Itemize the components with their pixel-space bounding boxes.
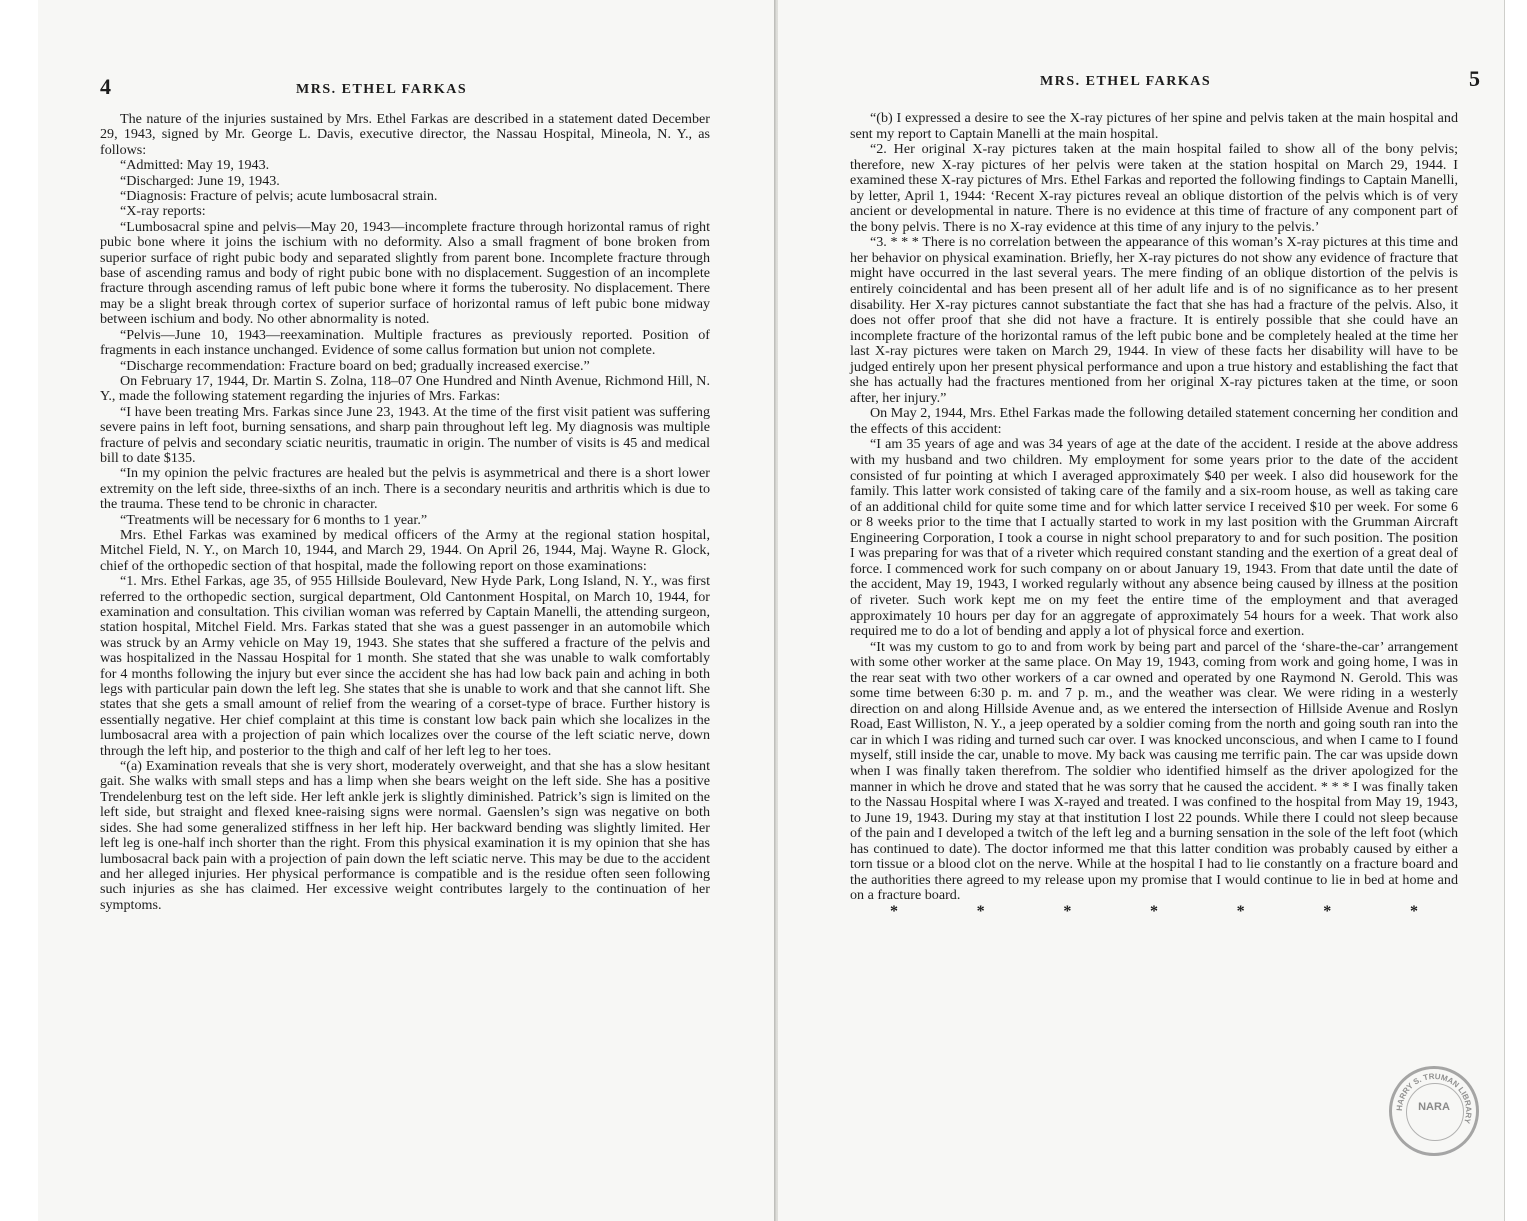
paragraph: “Diagnosis: Fracture of pelvis; acute lumbosacral strain. xyxy=(120,188,438,205)
paragraph: Mrs. Ethel Farkas was examined by medical officers of the Army at the regional station hospital, Mitchel Field, N. Y., on March 10, 1944, and March 29, 1944. On April 26, 1944, Maj. Wayne R. Glock, chief of the orthopedic section of that hospital, made the following report on those examinations: xyxy=(100,526,710,574)
paragraph: “Lumbosacral spine and pelvis—May 20, 1943—incomplete fracture through horizontal ramus of right pubic bone where it joins the ischium with no deformity. Also a small fragment of bone broken from superior surface of right pubic body and separated slightly from parent bone. Incomplete fracture through base of ascending ramus and body of right pubic bone with no displacement. Suggestion of an incomplete fracture through ascending ramus of left pubic bone where it forms the tuberosity. No displacement. There may be a slight break through cortex of superior surface of horizontal ramus of left pubic bone midway between ischium and body. No other abnormality is noted. xyxy=(100,218,710,328)
running-head: MRS. ETHEL FARKAS xyxy=(1040,74,1212,89)
paragraph: On May 2, 1944, Mrs. Ethel Farkas made the following detailed statement concerning her condition and the effects of this accident: xyxy=(850,405,1458,437)
paragraph: “1. Mrs. Ethel Farkas, age 35, of 955 Hillside Boulevard, New Hyde Park, Long Island, N. Y., was first referred to the orthopedic section, surgical department, Old Cantonment Hospital, on March 10, 1944, for examination and consultation. This civilian woman was referred by Captain Manelli, the attending surgeon, station hospital, Mitchel Field. Mrs. Farkas stated that she was a guest passenger in an automobile which was struck by an Army vehicle on May 19, 1943. She states that she suffered a fracture of the pelvis and was hospitalized in the Nassau Hospital for 1 month. She stated that she was unable to walk comfortably for 4 months following the injury but ever since the accident she has had low back pain and aching in both legs with particular pain down the left leg. She states that she is unable to work and that she cannot lift. She states that she gets a small amount of relief from the wearing of a corset-type of brace. Further history is essentially negative. Her chief complaint at this time is constant low back pain which she localizes in the lumbosacral area with a projection of pain which localizes over the course of the left sciatic nerve, down through the left hip, and posterior to the thigh and calf of her left leg to her toes. xyxy=(100,573,710,759)
paragraph: “3. * * * There is no correlation between the appearance of this woman’s X-ray pictures at this time and her behavior on physical examination. Briefly, her X-ray pictures do not show any evidence of fracture that might have occurred in the last several years. The mere finding of an oblique distortion of the pelvis is entirely coincidental and has been present all of her adult life and is of no significance as to her present disability. Her X-ray pictures cannot substantiate the fact that she has had a fracture of the pelvis. Also, it does not offer proof that she did not have a fracture. It is entirely possible that she could have an incomplete fracture of the horizontal ramus of the left pubic bone and be completely healed at the time her last X-ray pictures were taken on March 29, 1944. In view of these facts her disability will have to be judged entirely upon her present physical performance and upon a true history and establishing the fact that she has actually had the fractures mentioned from her original X-ray pictures taken at the time, or soon after, her injury.” xyxy=(850,234,1458,406)
right-page-body xyxy=(850,111,1458,919)
ellipsis-star: * xyxy=(1236,902,1245,920)
paragraph: “Treatments will be necessary for 6 months to 1 year.” xyxy=(120,511,428,528)
paragraph: “Pelvis—June 10, 1943—reexamination. Multiple fractures as previously reported. Position of fragments in each instance unchanged. Evidence of some callus formation but union not complete. xyxy=(100,326,710,359)
page-number: 5 xyxy=(1469,66,1480,91)
left-page-body xyxy=(100,112,710,913)
right-page xyxy=(778,0,1506,1221)
stamp-center-text: NARA xyxy=(1418,1101,1450,1113)
ellipsis-star: * xyxy=(976,902,985,920)
paragraph: “In my opinion the pelvic fractures are healed but the pelvis is asymmetrical and there is a short lower extremity on the left side, three-sixths of an inch. There is a secondary neuritis and arthritis which is due to the trauma. These tend to be chronic in character. xyxy=(100,465,710,513)
paragraph: The nature of the injuries sustained by Mrs. Ethel Farkas are described in a statement dated December 29, 1943, signed by Mr. George L. Davis, executive director, the Nassau Hospital, Mineola, N. Y., as follows: xyxy=(100,111,710,158)
paragraph: “Discharge recommendation: Fracture board on bed; gradually increased exercise.” xyxy=(120,357,590,374)
scan-margin-left xyxy=(0,0,39,1221)
left-page-header xyxy=(100,66,700,99)
right-page-header xyxy=(1040,66,1480,96)
paragraph: “It was my custom to go to and from work by being part and parcel of the ‘share-the-car’ arrangement with some other worker at the same place. On May 19, 1943, coming from work and going home, I was in the rear seat with two other workers of a car owned and operated by one Raymond N. Gerold. This was some time between 6:30 p. m. and 7 p. m., and the weather was clear. We were riding in a westerly direction on and along Hillside Avenue and, as we entered the intersection of Hillside Avenue and Roslyn Road, East Williston, N. Y., a jeep operated by a soldier coming from the north and going south ran into the car in which I was riding and turned such car over. I was knocked unconscious, and when I came to I found myself, still inside the car, unable to move. My back was causing me terrific pain. The car was upside down when I was finally taken therefrom. The soldier who identified himself as the driver apologized for the manner in which he drove and stated that he was sorry that he caused the accident. * * * I was finally taken to the Nassau Hospital where I was X-rayed and treated. I was confined to the hospital from May 19, 1943, to June 19, 1943. During my stay at that institution I lost 22 pounds. While there I could not sleep because of the pain and I developed a twitch of the left leg and a burning sensation in the sole of the left foot (which has continued to date). The doctor informed me that this latter condition was probably caused by either a torn tissue or a blood clot on the nerve. While at the hospital I had to lie constantly on a fracture board and the authorities there agreed to my release upon my promise that I would continue to lie in bed at home and on a fracture board. xyxy=(850,638,1458,904)
paragraph: “2. Her original X-ray pictures taken at the main hospital failed to show all of the bony pelvis; therefore, new X-ray pictures of her pelvis were taken at the station hospital on March 29, 1944. I examined these X-ray pictures of Mrs. Ethel Farkas and reported the following findings to Captain Manelli, by letter, April 1, 1944: ‘Recent X-ray pictures reveal an oblique distortion of the pelvis which is of very ancient or developmental in nature. There is no evidence at this time of fracture of any component part of the bony pelvis. There is no X-ray evidence at this time of any injury to the pelvis.’ xyxy=(850,141,1458,235)
scan-margin-right xyxy=(1504,0,1527,1221)
page-number: 4 xyxy=(100,74,111,99)
paragraph: “(b) I expressed a desire to see the X-ray pictures of her spine and pelvis taken at the main hospital and sent my report to Captain Manelli at the main hospital. xyxy=(850,110,1458,142)
paragraph: “I am 35 years of age and was 34 years of age at the date of the accident. I reside at the above address with my husband and two children. My employment for some years prior to the date of the accident consisted of fur pointing at which I averaged approximately $40 per week. I also did housework for the family. This latter work consisted of taking care of the family and a six-room house, as well as taking care of an additional child for quite some time and for which latter service I received $10 per week. For some 6 or 8 weeks prior to the time that I actually started to work in my last position with the Grumman Aircraft Engineering Corporation, I took a course in night school preparatory to and for such position. The position I was preparing for was that of a riveter which required constant standing and the exertion of a great deal of force. I commenced work for such company on or about January 19, 1943. From that date until the date of the accident, May 19, 1943, I worked regularly without any absence being caused by illness at the position of riveter. Such work kept me on my feet the entire time of the employment and that averaged approximately 10 hours per day for an aggregate of approximately 54 hours for a week. That work also required me to do a lot of bending and apply a lot of physical force and exertion. xyxy=(850,436,1458,640)
library-stamp xyxy=(1389,1066,1479,1156)
ellipsis-star: * xyxy=(1323,902,1332,920)
ellipsis-star: * xyxy=(1149,902,1158,920)
ellipsis-star: * xyxy=(1063,902,1072,920)
paragraph: On February 17, 1944, Dr. Martin S. Zolna, 118–07 One Hundred and Ninth Avenue, Richmond Hill, N. Y., made the following statement regarding the injuries of Mrs. Farkas: xyxy=(100,372,710,405)
paragraph: “I have been treating Mrs. Farkas since June 23, 1943. At the time of the first visit patient was suffering severe pains in left foot, burning sensations, and sharp pain throughout left leg. My diagnosis was multiple fracture of pelvis and secondary sciatic neuritis, traumatic in origin. The number of visits is 45 and medical bill to date $135. xyxy=(100,403,710,466)
ellipsis-star: * xyxy=(1409,902,1418,920)
paragraph: “X-ray reports: xyxy=(120,203,206,220)
paragraph: “Admitted: May 19, 1943. xyxy=(120,157,270,174)
ellipsis-star: * xyxy=(890,902,898,920)
running-head: MRS. ETHEL FARKAS xyxy=(296,82,468,97)
left-page xyxy=(38,0,776,1221)
paragraph: “Discharged: June 19, 1943. xyxy=(120,172,280,189)
paragraph: “(a) Examination reveals that she is very short, moderately overweight, and that she has a slow hesitant gait. She walks with small steps and has a limp when she bears weight on the left side. She has a positive Trendelenburg test on the left side. Her left ankle jerk is slightly diminished. Patrick’s sign is limited on the left side, but straight and flexed knee-raising signs were normal. Gaenslen’s sign was negative on both sides. She had some generalized stiffness in her left hip. Her backward bending was slightly limited. Her left leg is one-half inch shorter than the right. From this physical examination it is my opinion that she has lumbosacral back pain with a projection of pain down the left sciatic nerve. This may be due to the accident and her alleged injuries. Her physical performance is compatible and is the residue often seen following such injuries as she has claimed. Her excessive weight contributes largely to the continuation of her symptoms. xyxy=(100,758,710,913)
ellipsis-stars xyxy=(850,904,1458,920)
stamp-ring-label: HARRY S. TRUMAN LIBRARY xyxy=(1394,1071,1474,1125)
